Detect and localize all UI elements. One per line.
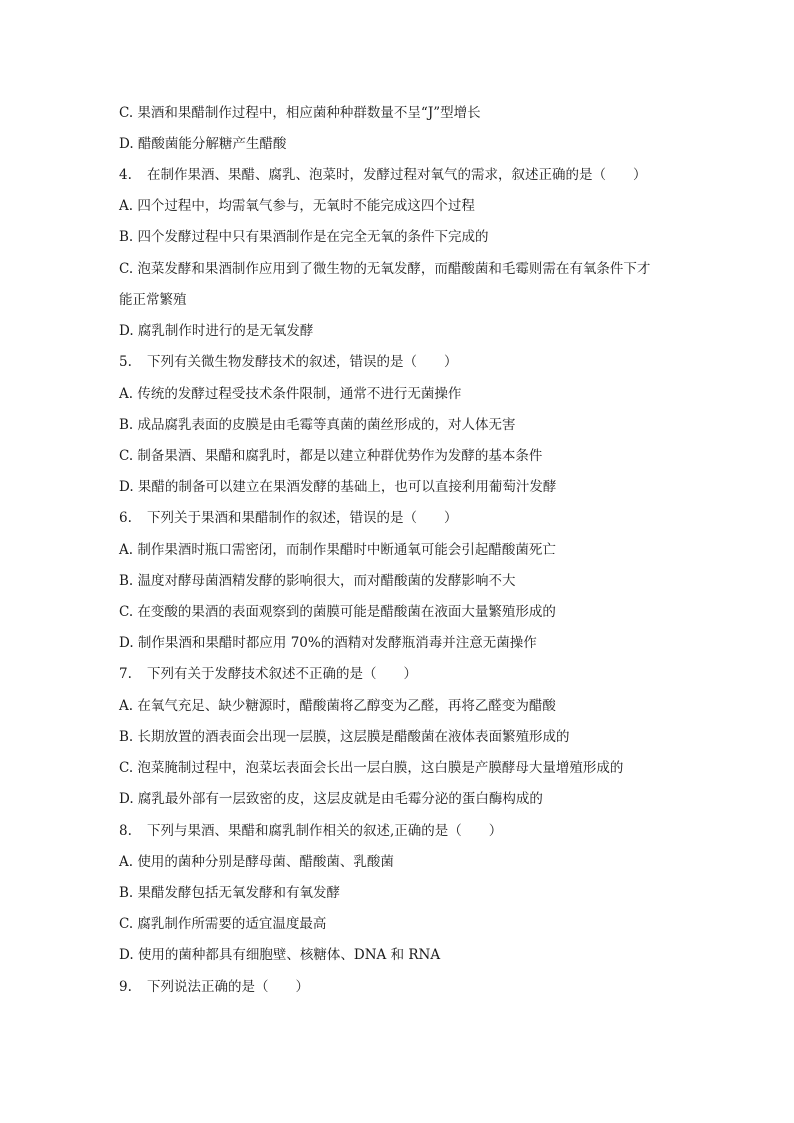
option-c-q6: C. 在变酸的果酒的表面观察到的菌膜可能是醋酸菌在液面大量繁殖形成的: [119, 604, 556, 620]
option-b-q6: B. 温度对酵母菌酒精发酵的影响很大，而对醋酸菌的发酵影响不大: [119, 573, 516, 589]
option-b-q5: B. 成品腐乳表面的皮膜是由毛霉等真菌的菌丝形成的，对人体无害: [119, 417, 516, 433]
option-d-q8: D. 使用的菌种都具有细胞壁、核糖体、DNA 和 RNA: [119, 947, 441, 963]
option-d-q6: D. 制作果酒和果醋时都应用 70%的酒精对发酵瓶消毒并注意无菌操作: [119, 635, 537, 651]
question-8: 8. 下列与果酒、果醋和腐乳制作相关的叙述,正确的是（ ）: [119, 823, 503, 839]
option-a-q8: A. 使用的菌种分别是酵母菌、醋酸菌、乳酸菌: [119, 854, 394, 870]
option-c-q5: C. 制备果酒、果醋和腐乳时，都是以建立种群优势作为发酵的基本条件: [119, 448, 543, 464]
option-b-q7: B. 长期放置的酒表面会出现一层膜，这层膜是醋酸菌在液体表面繁殖形成的: [119, 729, 570, 745]
question-number: 9.: [119, 979, 132, 995]
option-a-q7: A. 在氧气充足、缺少糖源时，醋酸菌将乙醇变为乙醛，再将乙醛变为醋酸: [119, 698, 556, 714]
question-6: 6. 下列关于果酒和果醋制作的叙述，错误的是（ ）: [119, 510, 458, 526]
option-a-q6: A. 制作果酒时瓶口需密闭，而制作果醋时中断通氧可能会引起醋酸菌死亡: [119, 542, 556, 558]
option-c-q7: C. 泡菜腌制过程中，泡菜坛表面会长出一层白膜，这白膜是产膜酵母大量增殖形成的: [119, 760, 624, 776]
question-number: 4.: [119, 167, 132, 183]
option-c-q4: C. 泡菜发酵和果酒制作应用到了微生物的无氧发酵，而醋酸菌和毛霉则需在有氧条件下才: [119, 261, 651, 277]
option-b-q4: B. 四个发酵过程中只有果酒制作是在完全无氧的条件下完成的: [119, 229, 489, 245]
question-number: 8.: [119, 823, 132, 839]
option-c-q4-cont: 能正常繁殖: [119, 292, 187, 308]
option-a-q5: A. 传统的发酵过程受技术条件限制，通常不进行无菌操作: [119, 386, 462, 402]
option-d-q5: D. 果醋的制备可以建立在果酒发酵的基础上，也可以直接利用葡萄汁发酵: [119, 479, 557, 495]
option-a-q4: A. 四个过程中，均需氧气参与，无氧时不能完成这四个过程: [119, 198, 475, 214]
question-number: 6.: [119, 510, 132, 526]
question-5: 5. 下列有关微生物发酵技术的叙述，错误的是（ ）: [119, 354, 458, 370]
option-c-q3: C. 果酒和果醋制作过程中，相应菌种种群数量不呈“J”型增长: [119, 105, 481, 121]
option-d-q4: D. 腐乳制作时进行的是无氧发酵: [119, 323, 314, 339]
question-4: 4. 在制作果酒、果醋、腐乳、泡菜时，发酵过程对氧气的需求，叙述正确的是（ ）: [119, 167, 647, 183]
option-b-q8: B. 果醋发酵包括无氧发酵和有氧发酵: [119, 885, 341, 901]
question-number: 5.: [119, 354, 132, 370]
question-7: 7. 下列有关于发酵技术叙述不正确的是（ ）: [119, 666, 417, 682]
option-c-q8: C. 腐乳制作所需要的适宜温度最高: [119, 916, 327, 932]
question-9: 9. 下列说法正确的是（ ）: [119, 979, 309, 995]
option-d-q7: D. 腐乳最外部有一层致密的皮，这层皮就是由毛霉分泌的蛋白酶构成的: [119, 791, 543, 807]
question-number: 7.: [119, 666, 132, 682]
option-d-q3: D. 醋酸菌能分解糖产生醋酸: [119, 136, 287, 152]
